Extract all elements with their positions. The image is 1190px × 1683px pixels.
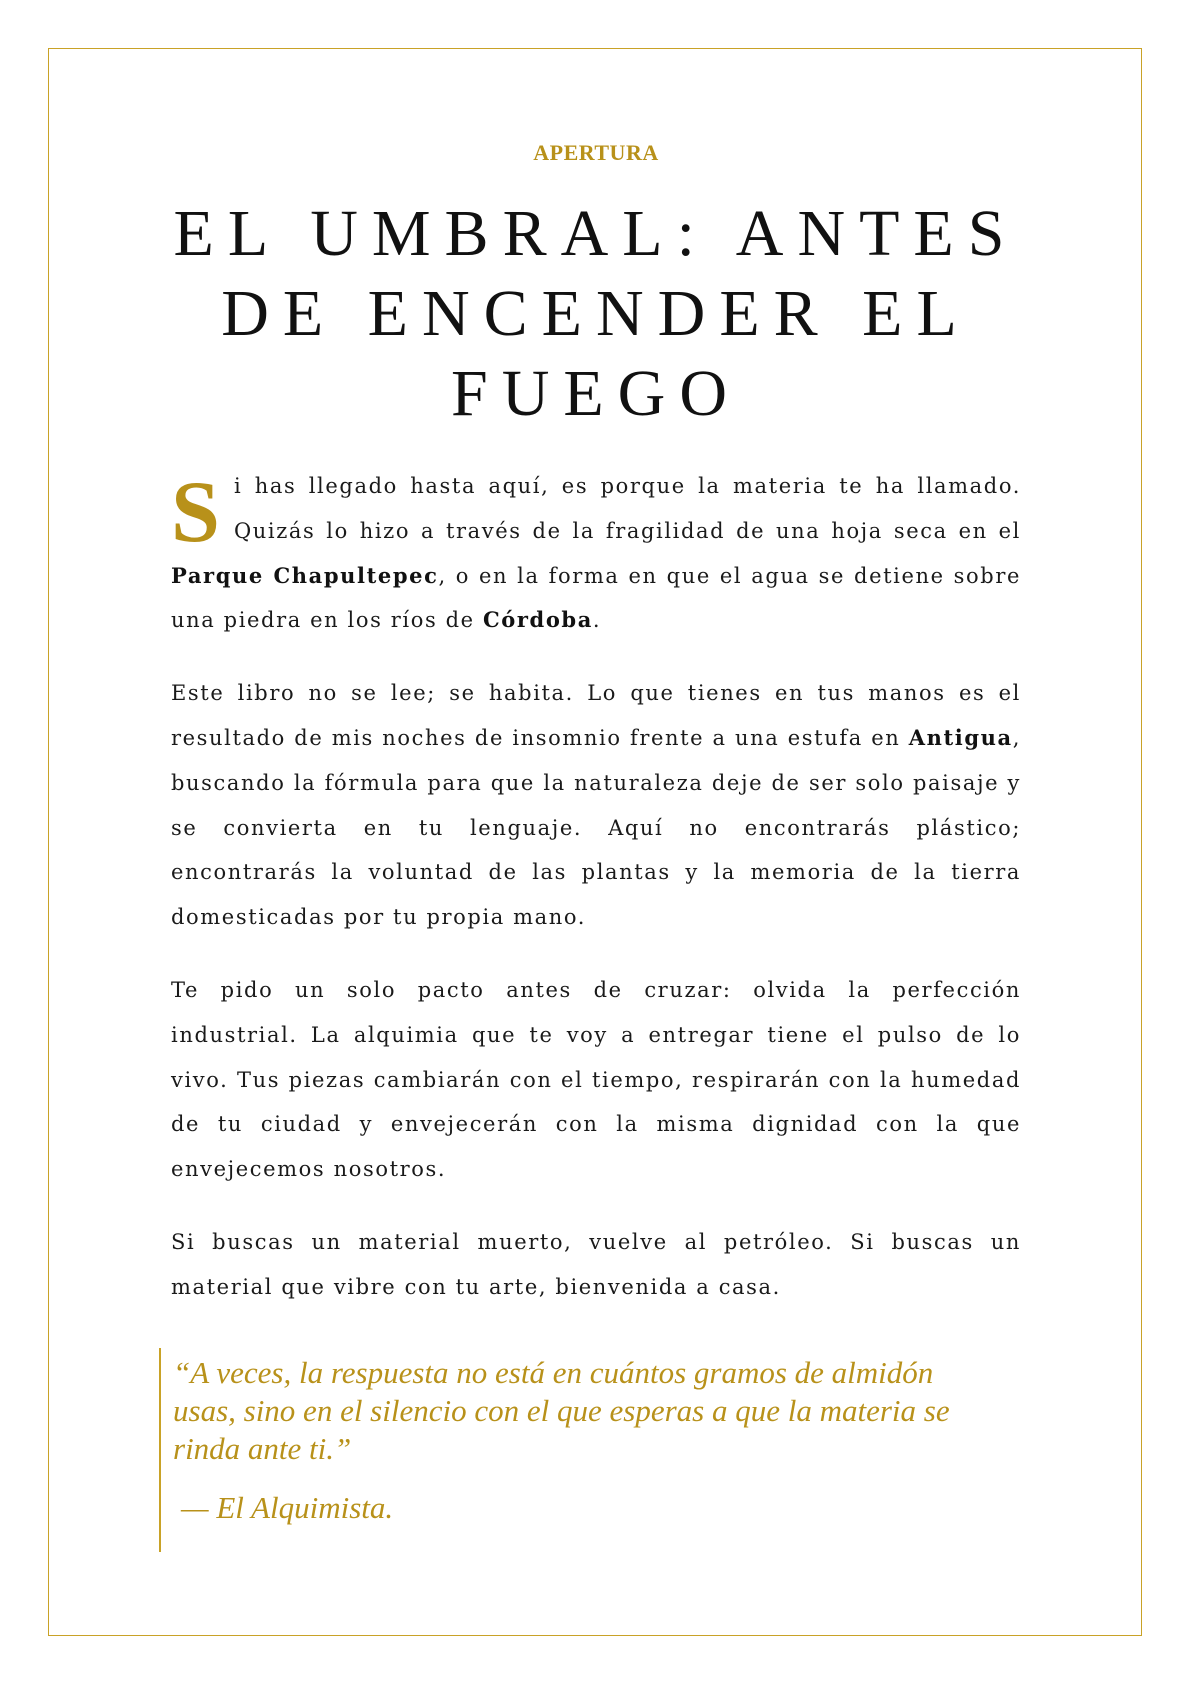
paragraph-2 xyxy=(171,671,1021,940)
paragraph-3: Te pido un solo pacto antes de cruzar: olvida la perfección industrial. La alquimia que te voy a entregar tiene el pulso de lo vivo. Tus piezas cambiarán con el tiempo, respirarán con la humedad de tu ciudad y envejecerán con la misma dignidad con la que envejecemos nosotros. xyxy=(171,977,1021,1182)
chapter-content xyxy=(171,140,1021,1552)
place-cordoba: Córdoba xyxy=(482,607,593,633)
paragraph-2-text-b: , buscando la fórmula para que la naturaleza deje de ser solo paisaje y se convierta en tu lenguaje. Aquí no encontrarás plástico; encontrarás la voluntad de las plantas y la memoria de la tierra domesticadas por tu propia mano. xyxy=(171,725,1021,930)
paragraph-1 xyxy=(171,464,1021,643)
chapter-label: APERTURA xyxy=(533,140,659,165)
paragraph-1-text-a: i has llegado hasta aquí, es porque la materia te ha llamado. Quizás lo hizo a través de la fragilidad de una hoja seca en el xyxy=(233,474,1021,543)
paragraph-1-text-c: . xyxy=(592,608,602,633)
quote-text: “A veces, la respuesta no está en cuántos gramos de almidón usas, sino en el silencio con el que esperas a que la materia se rinda ante ti.” xyxy=(173,1354,950,1466)
paragraph-1-text-b: , o en la forma en que el agua se detiene sobre una piedra en los ríos de xyxy=(171,563,1021,633)
pull-quote xyxy=(159,1348,1021,1552)
paragraph-4: Si buscas un material muerto, vuelve al petróleo. Si buscas un material que vibre con tu arte, bienvenida a casa. xyxy=(171,1229,1021,1299)
quote-author: — El Alquimista. xyxy=(181,1489,394,1525)
paragraph-2-text-a: Este libro no se lee; se habita. Lo que tienes en tus manos es el resultado de mis noches de insomnio frente a una estufa en xyxy=(171,681,1021,750)
drop-cap: S xyxy=(171,464,220,561)
chapter-title: EL UMBRAL: ANTES DE ENCENDER EL FUEGO xyxy=(173,197,1019,430)
place-antigua: Antigua xyxy=(908,724,1013,750)
place-chapultepec: Parque Chapultepec xyxy=(171,562,439,588)
